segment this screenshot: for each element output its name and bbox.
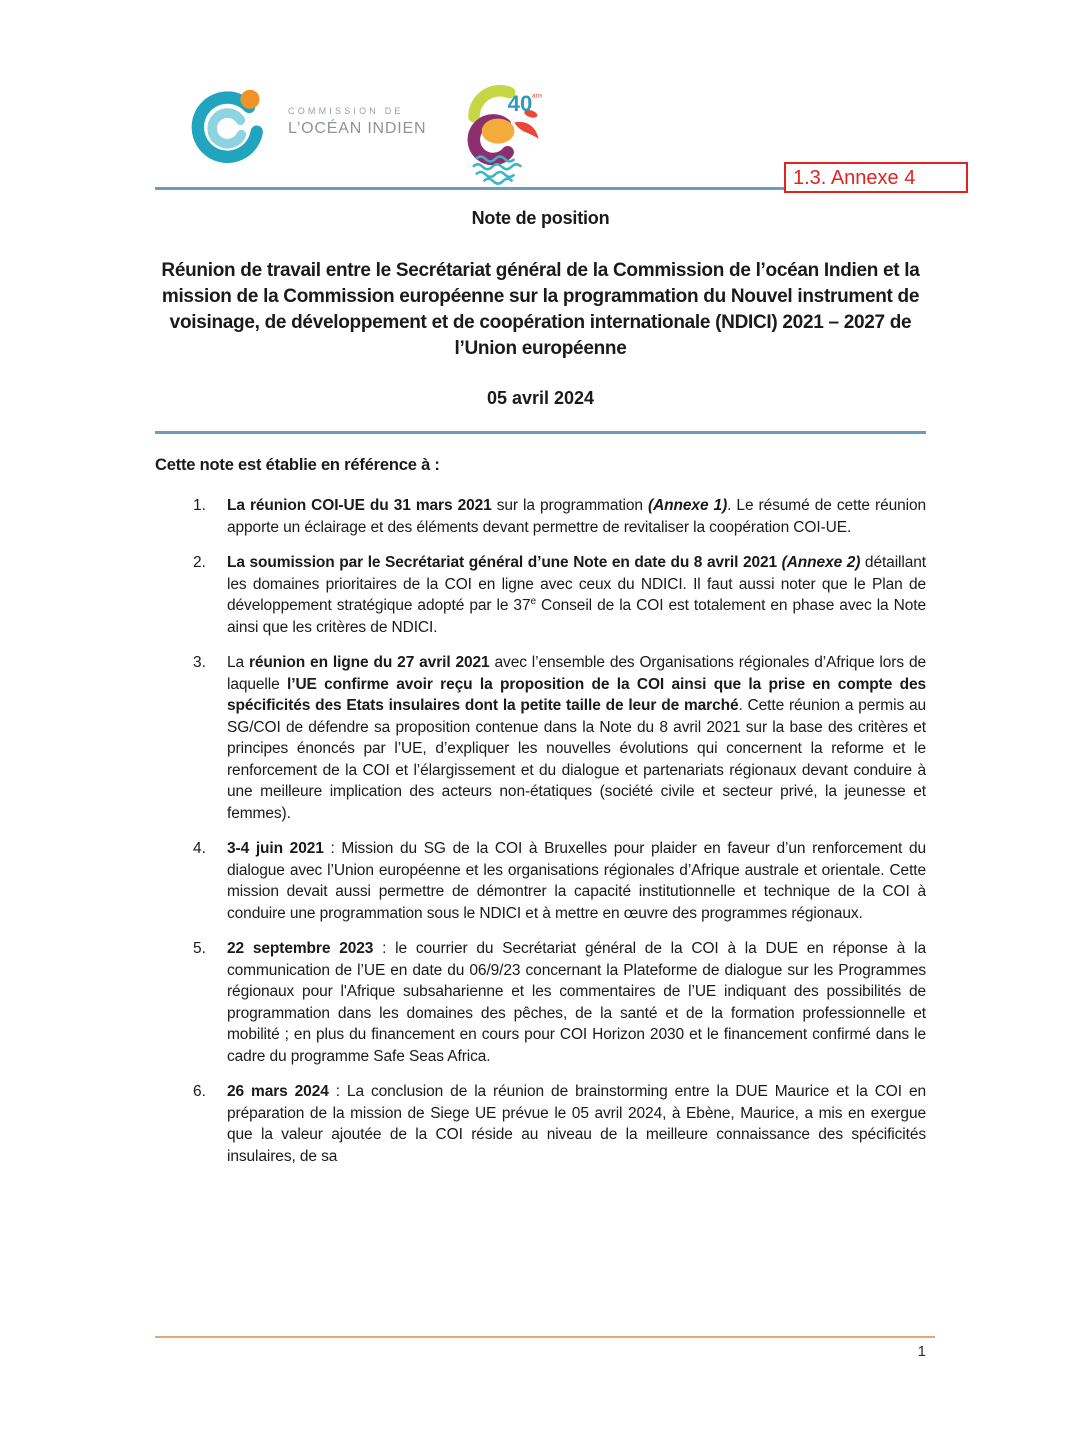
list-item: [155, 838, 926, 924]
list-item-number: 1.: [193, 497, 206, 514]
list-item-text: La soumission par le Secrétariat général d’une Note en date du 8 avril 2021 (Annexe 2) détaillant les domaines prioritaires de la COI en ligne avec ceux du NDICI. Il faut aussi noter que le Plan de développement stratégique adopté par le 37e Conseil de la COI est totalement en phase avec la Note ainsi que les critères de NDICI.: [227, 554, 926, 636]
header-logos: [186, 84, 542, 191]
reference-heading: Cette note est établie en référence à :: [155, 456, 440, 474]
coi-logo-text: [288, 84, 426, 138]
doc-type-title: Note de position: [471, 208, 610, 228]
list-item-text: 3-4 juin 2021 : Mission du SG de la COI à Bruxelles pour plaider en faveur d’un renforcement du dialogue avec l’Union européenne et les organisations régionales d’Afrique australe et orientale. Cette mission devait aussi permettre de démontrer la capacité institutionnelle et technique de la COI à conduire une programmation sous le NDICI et à mettre en œuvre des programmes régionaux.: [227, 840, 927, 922]
list-item-text: La réunion en ligne du 27 avril 2021 avec l’ensemble des Organisations régionales d’Afrique lors de laquelle l’UE confirme avoir reçu la proposition de la COI ainsi que la prise en compte des spécificités des Etats insulaires dont la petite taille de leur de marché. Cette réunion a permis au SG/COI de défendre sa proposition contenue dans la Note du 8 avril 2021 sur la base des critères et principes énoncés par l’UE, d’expliquer les nouvelles évolutions qui concernent la reforme et le renforcement de la COI et l’élargissement et du dialogue et partenariats régionaux devant conduire à une meilleure implication des acteurs non-étatiques (société civile et secteur privé, la jeunesse et femmes).: [227, 654, 927, 822]
list-item-number: 5.: [193, 940, 206, 957]
anniversary-number: 40: [508, 90, 533, 116]
list-item: [155, 938, 926, 1067]
anniversary-suffix: ans: [532, 92, 543, 100]
list-item-number: 2.: [193, 554, 206, 571]
section-rule: [155, 431, 926, 434]
main-title: Réunion de travail entre le Secrétariat général de la Commission de l’océan Indien et la mission de la Commission européenne sur la programmation du Nouvel instrument de voisinage, de développement et de coopération internationale (NDICI) 2021 – 2027 de l’Union européenne: [161, 260, 920, 359]
coi-swirl-icon: [186, 84, 272, 175]
list-item-text: 22 septembre 2023 : le courrier du Secrétariat général de la COI à la DUE en réponse à la communication de l’UE en date du 06/9/23 concernant la Plateforme de dialogue sur les Programmes régionaux pour l'Afrique subsaharienne et les commentaires de l’UE indiquant des possibilités de programmation dans les domaines des pêches, de la santé et de la formation professionnelle et mobilité ; en plus du financement en cours pour COI Horizon 2030 et le financement confirmé dans le cadre du programme Safe Seas Africa.: [227, 940, 926, 1065]
list-item-number: 3.: [193, 654, 206, 671]
reference-list: [155, 495, 926, 1167]
document-body: [155, 190, 926, 1181]
list-item: [155, 652, 926, 824]
annex-label: 1.3. Annexe 4: [793, 167, 916, 189]
list-item: [155, 552, 926, 638]
coi-logo: [186, 84, 426, 175]
list-item: [155, 495, 926, 538]
org-name-line2: L’OCÉAN INDIEN: [288, 120, 427, 137]
footer-rule: [155, 1336, 935, 1338]
list-item-text: 26 mars 2024 : La conclusion de la réunion de brainstorming entre la DUE Maurice et la COI en préparation de la mission de Siege UE prévue le 05 avril 2024, à Ebène, Maurice, a mis en exergue que la valeur ajoutée de la COI réside au niveau de la meilleure connaissance des spécificités insulaires, de sa: [227, 1083, 926, 1165]
anniversary-40-logo: [456, 82, 542, 191]
list-item: [155, 1081, 926, 1167]
org-name-line1: COMMISSION DE: [288, 106, 404, 116]
annex-stamp: [784, 162, 968, 193]
list-item-number: 6.: [193, 1083, 206, 1100]
list-item-number: 4.: [193, 840, 206, 857]
doc-date: 05 avril 2024: [486, 388, 595, 408]
page-number: 1: [917, 1343, 926, 1360]
list-item-text: La réunion COI-UE du 31 mars 2021 sur la programmation (Annexe 1). Le résumé de cette réunion apporte un éclairage et des éléments devant permettre de revitaliser la coopération COI-UE.: [227, 497, 927, 536]
